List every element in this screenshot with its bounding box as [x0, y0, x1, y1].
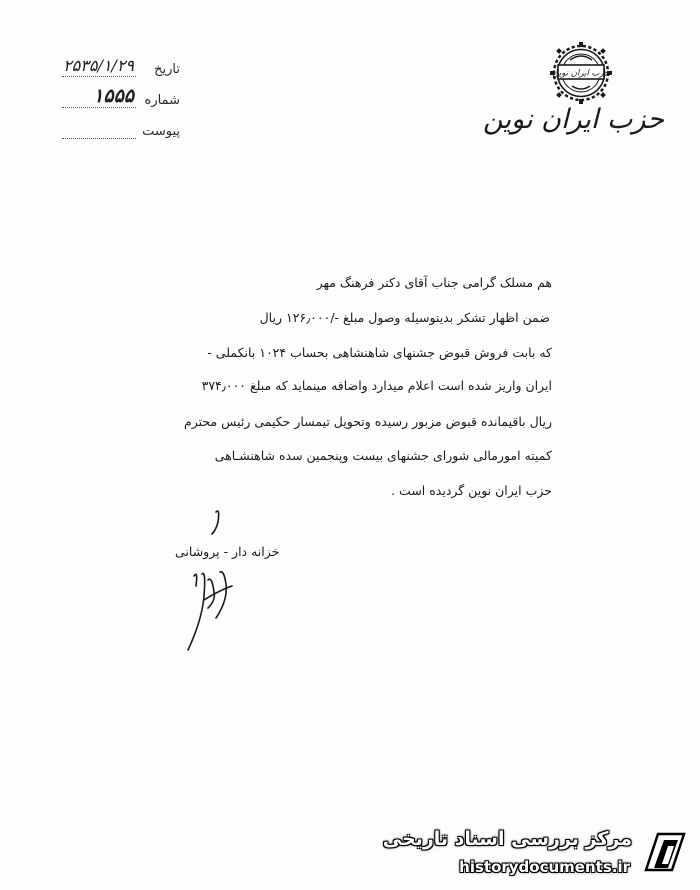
date-dotted-line: [62, 76, 136, 77]
treasurer-label: خزانه دار - پروشانی: [175, 544, 280, 559]
number-value: ۱۵۵۵: [93, 85, 134, 107]
letter-line-6: حزب ایران نوین گردیده است .: [391, 483, 552, 498]
number-label: شماره: [144, 93, 180, 108]
letter-line-2: که بابت فروش قبوض جشنهای شاهنشاهی بحساب ۱۰۲۴ بانکملی -: [207, 345, 552, 360]
letter-line-5: کمیته امورمالی شورای جشنهای بیست وپنجمین سده شاهنشـاهی: [214, 448, 552, 463]
emblem-text: حزب ایران نوین: [552, 68, 610, 79]
party-name: حزب ایران نوین: [483, 104, 664, 135]
letter-line-1: ضمن اظهار تشکر بدینوسیله وصول مبلغ -/۱۲۶٫۰۰۰ ریال: [259, 310, 550, 325]
date-field: [60, 56, 180, 84]
attachment-dotted-line: [62, 138, 136, 139]
number-dotted-line: [62, 107, 136, 108]
handwritten-signature: [160, 500, 280, 660]
attachment-field: [60, 122, 180, 146]
watermark-url: historydocuments.ir: [459, 858, 630, 876]
letter-line-3: ایران واریز شده است اعلام میدارد واضافه مینماید که مبلغ ۳۷۴٫۰۰۰: [201, 378, 552, 393]
archive-logo-icon: [638, 826, 692, 880]
letter-line-4: ریال باقیمانده قبوض مزبور رسیده وتحویل تیمسار حکیمی رئیس محترم: [183, 414, 552, 429]
watermark-title: مرکز بررسی اسناد تاریخی: [382, 828, 632, 850]
number-field: [60, 85, 180, 115]
date-label: تاریخ: [154, 62, 180, 77]
attachment-label: پیوست: [142, 124, 180, 139]
date-value: ۲۵۳۵/۱/۲۹: [63, 56, 134, 75]
salutation: هم مسلک گرامی جناب آقای دکتر فرهنگ مهر: [316, 275, 552, 290]
archive-watermark: [382, 822, 694, 884]
party-emblem-icon: [548, 40, 614, 106]
